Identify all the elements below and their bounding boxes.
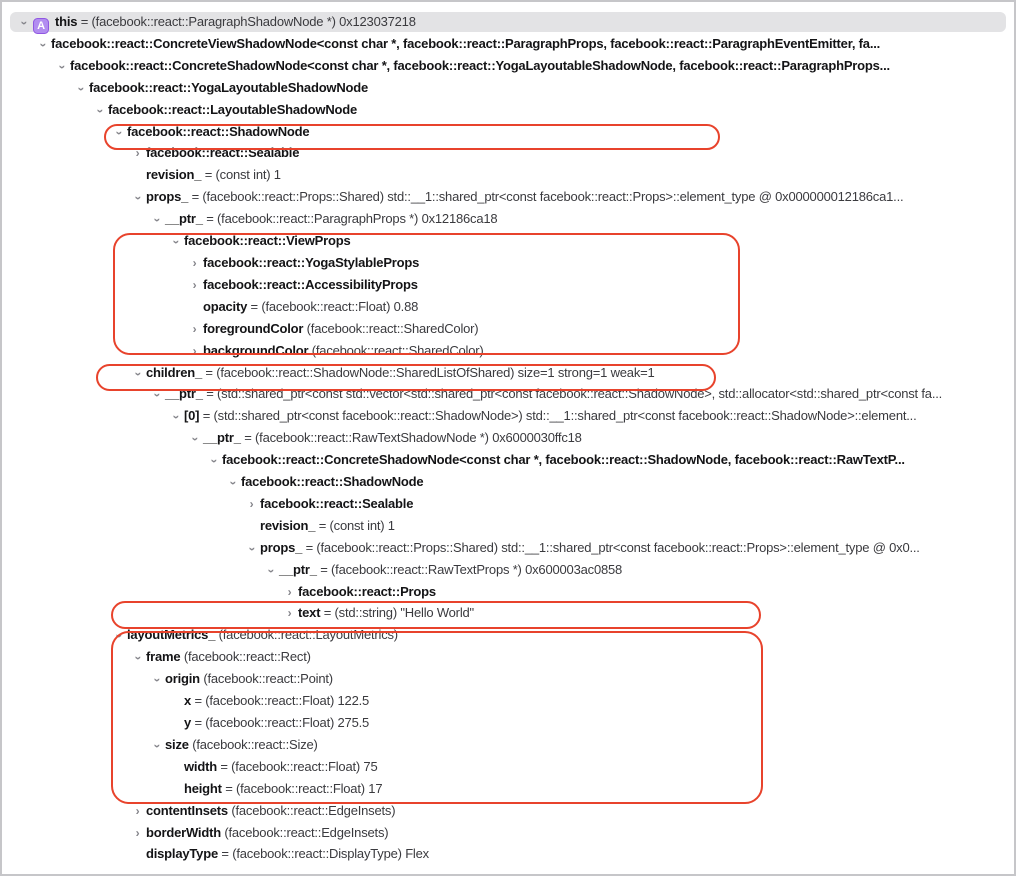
chevron-down-icon[interactable]: › [169, 240, 184, 244]
variable-name: origin [165, 671, 200, 687]
chevron-right-icon[interactable]: › [135, 146, 140, 161]
chevron-down-icon[interactable]: › [169, 415, 184, 420]
variable-name: facebook::react::AccessibilityProps [203, 276, 418, 292]
variable-name: facebook::react::YogaStylableProps [203, 254, 420, 270]
tree-row[interactable] [2, 427, 1014, 449]
variable-name: props_ [260, 539, 303, 555]
tree-row[interactable] [2, 756, 1014, 778]
variable-name: __ptr_ [165, 211, 203, 227]
tree-row[interactable] [2, 383, 1014, 405]
variable-name: contentInsets [146, 802, 228, 818]
variable-summary: = (facebook::react::Props::Shared) std::__1::shared_ptr<const facebook::react::Props>::element_type @ 0x0... [302, 539, 920, 555]
chevron-down-icon[interactable]: › [74, 86, 89, 91]
variable-summary: (facebook::react::Rect) [180, 649, 311, 665]
variable-summary: (facebook::react::EdgeInsets) [227, 802, 396, 818]
variable-summary: = (std::shared_ptr<const facebook::react::ShadowNode>) std::__1::shared_ptr<const facebook::react::ShadowNode>::element... [199, 408, 917, 424]
variable-name: opacity [203, 298, 248, 314]
variable-summary: = (facebook::react::DisplayType) Flex [217, 846, 429, 862]
tree-row[interactable] [2, 559, 1014, 581]
variable-summary: = (std::shared_ptr<const std::vector<std::shared_ptr<const facebook::react::ShadowNode>, std::allocator<std::shared_ptr<const fa... [202, 386, 943, 402]
chevron-right-icon[interactable]: › [287, 606, 292, 621]
variable-name: revision_ [260, 517, 316, 533]
variable-name: frame [146, 649, 181, 665]
variable-name: __ptr_ [203, 430, 241, 446]
tree-row[interactable] [2, 252, 1014, 274]
variable-name: facebook::react::ShadowNode [241, 474, 424, 490]
variable-summary: = (facebook::react::RawTextProps *) 0x600003ac0858 [316, 561, 623, 577]
variable-name: facebook::react::ConcreteShadowNode<const char *, facebook::react::ShadowNode, facebook::react::RawTextP... [222, 452, 905, 468]
tree-row[interactable] [2, 712, 1014, 734]
variable-name: facebook::react::YogaLayoutableShadowNode [89, 79, 369, 95]
variable-summary: = (const int) 1 [201, 167, 281, 183]
chevron-down-icon[interactable]: › [245, 546, 260, 551]
chevron-down-icon[interactable]: › [226, 481, 241, 485]
tree-row[interactable] [2, 164, 1014, 186]
tree-row[interactable] [2, 515, 1014, 537]
chevron-right-icon[interactable]: › [135, 825, 140, 840]
variable-name: facebook::react::ViewProps [184, 233, 351, 249]
variable-name: y [184, 715, 192, 730]
variable-name: facebook::react::Sealable [146, 145, 300, 161]
tree-row[interactable] [2, 471, 1014, 493]
chevron-down-icon[interactable]: › [17, 21, 32, 25]
tree-row[interactable] [2, 778, 1014, 800]
chevron-down-icon[interactable]: › [207, 459, 222, 463]
tree-row[interactable] [2, 55, 1014, 77]
variable-name: facebook::react::LayoutableShadowNode [108, 101, 358, 117]
variable-summary: (facebook::react::LayoutMetrics) [215, 627, 398, 643]
tree-row[interactable] [2, 99, 1014, 121]
variable-name: foregroundColor [203, 320, 304, 336]
variable-name: facebook::react::ShadowNode [127, 123, 310, 139]
variable-name: props_ [146, 189, 189, 205]
chevron-down-icon[interactable]: › [112, 634, 127, 639]
variable-summary: = (facebook::react::Props::Shared) std::__1::shared_ptr<const facebook::react::Props>::element_type @ 0x000000012186ca1... [188, 189, 904, 205]
variable-name: layoutMetrics_ [127, 627, 216, 643]
variable-summary: = (facebook::react::Float) 122.5 [191, 693, 370, 709]
tree-row[interactable] [2, 537, 1014, 559]
chevron-right-icon[interactable]: › [249, 496, 254, 511]
variable-summary: = (facebook::react::ParagraphShadowNode *) 0x123037218 [77, 14, 416, 29]
variable-name: facebook::react::Sealable [260, 495, 414, 511]
tree-row[interactable] [2, 800, 1014, 822]
variable-summary: = (facebook::react::ParagraphProps *) 0x12186ca18 [202, 211, 498, 227]
chevron-down-icon[interactable]: › [112, 130, 127, 135]
tree-row[interactable] [2, 362, 1014, 384]
variable-name: x [184, 693, 192, 709]
variable-summary: = (facebook::react::Float) 0.88 [247, 298, 419, 314]
chevron-right-icon[interactable]: › [192, 277, 197, 292]
tree-row[interactable] [2, 581, 1014, 603]
variable-summary: (facebook::react::EdgeInsets) [220, 824, 389, 840]
variable-name: facebook::react::ConcreteViewShadowNode<const char *, facebook::react::ParagraphProps, facebook::react::ParagraphEventEmitter, fa... [51, 35, 881, 51]
variable-name: height [184, 780, 222, 796]
variable-name: this [55, 14, 78, 29]
chevron-down-icon[interactable]: › [131, 196, 146, 201]
tree-row[interactable] [2, 624, 1014, 646]
tree-row[interactable] [2, 142, 1014, 164]
chevron-down-icon[interactable]: › [150, 678, 165, 683]
tree-row[interactable] [2, 602, 1014, 624]
variable-name: size [165, 736, 189, 752]
tree-row[interactable] [2, 11, 1014, 33]
variable-summary: (facebook::react::SharedColor) [303, 320, 479, 336]
variable-name: revision_ [146, 167, 202, 183]
variable-name: [0] [184, 408, 200, 424]
variable-summary: = (facebook::react::RawTextShadowNode *) 0x6000030ffc18 [240, 430, 582, 446]
tree-row[interactable] [2, 822, 1014, 844]
tree-row[interactable] [2, 340, 1014, 362]
variable-summary: (facebook::react::Size) [188, 736, 318, 752]
tree-row[interactable] [2, 449, 1014, 471]
variable-name: __ptr_ [279, 561, 317, 577]
tree-row[interactable] [2, 493, 1014, 515]
chevron-down-icon[interactable]: › [131, 656, 146, 661]
variable-name: text [298, 605, 321, 621]
variable-name: children_ [146, 364, 202, 380]
variable-summary: (facebook::react::Point) [199, 671, 333, 687]
tree-row[interactable] [2, 186, 1014, 208]
variable-name: __ptr_ [165, 386, 203, 402]
tree-row[interactable] [2, 690, 1014, 712]
chevron-right-icon[interactable]: › [135, 803, 140, 818]
tree-row[interactable] [2, 208, 1014, 230]
chevron-down-icon[interactable]: › [36, 42, 51, 47]
variable-tree [2, 11, 1014, 865]
variable-name: borderWidth [146, 824, 221, 840]
variable-summary: = (facebook::react::ShadowNode::SharedListOfShared) size=1 strong=1 weak=1 [202, 364, 655, 380]
tree-row[interactable] [2, 843, 1014, 865]
variable-summary: = (const int) 1 [315, 517, 395, 533]
variable-summary: (facebook::react::SharedColor) [308, 342, 484, 358]
variable-name: facebook::react::ConcreteShadowNode<const char *, facebook::react::YogaLayoutableShadowNode, facebook::react::ParagraphProps... [70, 57, 890, 73]
variable-name: displayType [146, 846, 218, 862]
chevron-down-icon[interactable]: › [150, 218, 165, 223]
tree-row[interactable] [2, 121, 1014, 143]
chevron-right-icon[interactable]: › [192, 255, 197, 270]
variable-summary: = (facebook::react::Float) 17 [221, 780, 383, 796]
variable-name: backgroundColor [203, 342, 309, 358]
chevron-right-icon[interactable]: › [192, 343, 197, 358]
tree-row[interactable] [2, 230, 1014, 252]
tree-row[interactable] [2, 296, 1014, 318]
chevron-right-icon[interactable]: › [287, 584, 292, 599]
chevron-down-icon[interactable]: › [150, 743, 165, 748]
chevron-down-icon[interactable]: › [150, 393, 165, 398]
variable-summary: = (std::string) "Hello World" [320, 605, 474, 621]
tree-row[interactable] [2, 734, 1014, 756]
variable-summary: = (facebook::react::Float) 275.5 [191, 715, 370, 730]
argument-badge-icon: A [33, 18, 49, 34]
tree-row[interactable] [2, 77, 1014, 99]
tree-row[interactable] [2, 668, 1014, 690]
variable-summary: = (facebook::react::Float) 75 [216, 758, 378, 774]
chevron-right-icon[interactable]: › [192, 321, 197, 336]
tree-row[interactable] [2, 274, 1014, 296]
tree-row[interactable] [2, 646, 1014, 668]
tree-row[interactable] [2, 318, 1014, 340]
variable-name: width [184, 758, 217, 774]
tree-row[interactable] [2, 405, 1014, 427]
chevron-down-icon[interactable]: › [131, 371, 146, 376]
chevron-down-icon[interactable]: › [188, 437, 203, 442]
chevron-down-icon[interactable]: › [93, 108, 108, 113]
chevron-down-icon[interactable]: › [55, 64, 70, 69]
chevron-down-icon[interactable]: › [264, 568, 279, 573]
variable-name: facebook::react::Props [298, 583, 436, 599]
tree-row[interactable] [2, 33, 1014, 55]
